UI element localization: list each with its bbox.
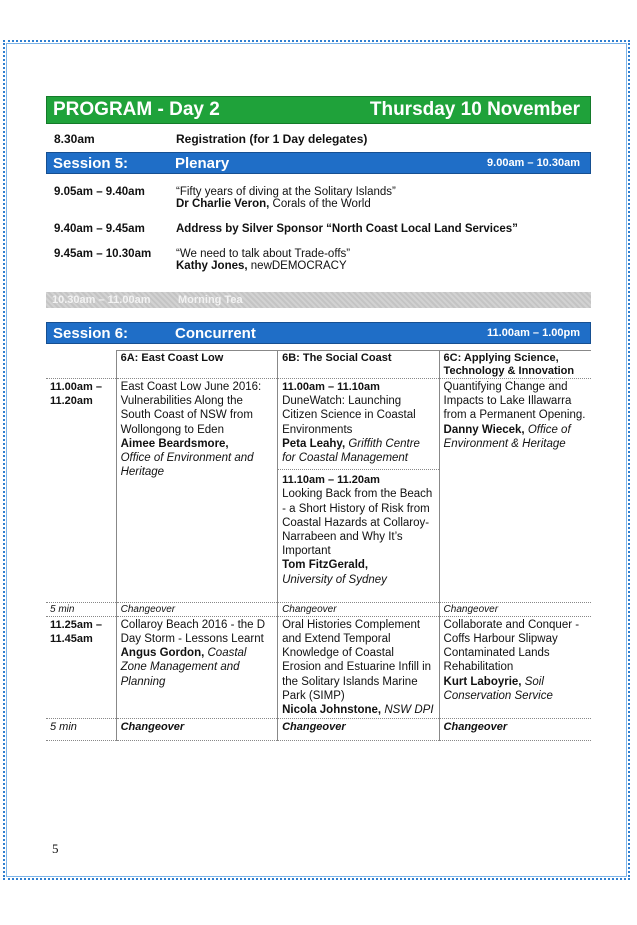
session6-bar (46, 322, 591, 344)
changeover-label: Changeover (278, 602, 439, 616)
plenary-speaker: Kathy Jones, (176, 260, 248, 272)
changeover-duration: 5 min (46, 602, 116, 616)
registration-time: 8.30am (54, 132, 95, 146)
changeover-label: Changeover (278, 719, 439, 741)
talk-title: East Coast Low June 2016: Vulnerabilities Along the South Coast of NSW from Wollongong to Eden (120, 381, 262, 436)
session6-number: Session 6: (53, 324, 129, 342)
talk-title: Oral Histories Complement and Extend Temporal Knowledge of Coastal Erosion and Estuarine Infill in the Solitary Islands Marine Park (SIMP) (282, 618, 432, 702)
registration-row (54, 132, 591, 150)
talk-organisation: Office of Environment & Heritage (443, 423, 571, 450)
header-time (46, 351, 116, 379)
plenary-title: “We need to talk about Trade-offs” (176, 248, 351, 260)
talk-title: Looking Back from the Beach - a Short History of Risk from Coastal Hazards at Collaroy-Narrabeen and Why It’s Important (282, 488, 433, 558)
table-header-row (46, 351, 591, 379)
talk-title: Collaborate and Conquer - Coffs Harbour Slipway Contaminated Lands Rehabilitation (443, 618, 580, 674)
page-number: 5 (52, 841, 59, 856)
plenary-time: 9.05am – 9.40am (54, 186, 145, 198)
changeover-label: Changeover (116, 719, 277, 741)
talk-author: Kurt Laboyrie, (443, 675, 522, 688)
talk-author: Peta Leahy, (282, 437, 346, 450)
sub-slot-time: 11.00am – 11.10am (282, 381, 380, 393)
header-6a: 6A: East Coast Low (116, 351, 277, 379)
slot2-time: 11.25am – 11.45am (46, 616, 116, 718)
program-date: Thursday 10 November (369, 99, 580, 120)
talk-author: Angus Gordon, (120, 647, 205, 660)
plenary-title: Address by Silver Sponsor “North Coast Local Land Services” (176, 223, 518, 235)
talk-title: Collaroy Beach 2016 - the D Day Storm - Lessons Learnt (120, 618, 266, 646)
talk-organisation: Office of Environment and Heritage (120, 452, 254, 479)
concurrent-sessions-table (46, 350, 591, 741)
plenary-item-2 (54, 223, 591, 235)
header-6c: 6C: Applying Science, Technology & Innovation (439, 351, 591, 379)
slot1-6a (116, 379, 277, 603)
changeover-duration: 5 min (46, 719, 116, 741)
changeover-label: Changeover (116, 602, 277, 616)
session5-time: 9.00am – 10.30am (487, 157, 580, 169)
talk-author: Tom FitzGerald, (282, 559, 369, 572)
talk-organisation: Griffith Centre for Coastal Management (282, 437, 420, 465)
day-header (46, 96, 591, 124)
talk-author: Aimee Beardsmore, (120, 437, 229, 450)
changeover-label: Changeover (439, 602, 591, 616)
session5-number: Session 5: (53, 154, 129, 172)
header-6b: 6B: The Social Coast (278, 351, 439, 379)
talk-author: Danny Wiecek, (443, 423, 525, 436)
talk-organisation: University of Sydney (282, 573, 387, 586)
plenary-time: 9.40am – 9.45am (54, 223, 145, 235)
sub-slot-time: 11.10am – 11.20am (282, 474, 380, 487)
session6-type: Concurrent (175, 324, 256, 342)
plenary-item-1 (54, 186, 591, 210)
plenary-affiliation: Corals of the World (269, 198, 371, 210)
talk-organisation: NSW DPI (384, 704, 434, 717)
registration-text: Registration (for 1 Day delegates) (176, 132, 368, 146)
session6-time: 11.00am – 1.00pm (487, 327, 580, 339)
talk-author: Nicola Johnstone, (282, 704, 382, 717)
session5-bar (46, 152, 591, 174)
session5-type: Plenary (175, 154, 230, 172)
changeover-row (46, 602, 591, 616)
talk-title: Quantifying Change and Impacts to Lake Illawarra from a Permanent Opening. (443, 381, 586, 422)
plenary-affiliation: newDEMOCRACY (247, 260, 347, 272)
slot1-6b (278, 379, 439, 603)
plenary-speaker: Dr Charlie Veron, (176, 198, 270, 210)
table-row (46, 379, 591, 603)
morning-tea-bar (46, 292, 591, 308)
talk-organisation: Coastal Zone Management and Planning (120, 647, 247, 688)
plenary-title: “Fifty years of diving at the Solitary Islands” (176, 186, 396, 198)
table-row (46, 616, 591, 718)
sub-slot (278, 469, 438, 601)
slot1-6c (439, 379, 591, 603)
program-content (46, 96, 591, 741)
plenary-time: 9.45am – 10.30am (54, 248, 152, 260)
program-title: PROGRAM - Day 2 (53, 99, 220, 120)
slot2-6c (439, 616, 591, 718)
changeover-label: Changeover (439, 719, 591, 741)
talk-organisation: Soil Conservation Service (443, 675, 553, 702)
plenary-item-3 (54, 248, 591, 272)
changeover-row (46, 719, 591, 741)
talk-title: DuneWatch: Launching Citizen Science in Coastal Environments (282, 395, 416, 436)
slot1-time: 11.00am – 11.20am (46, 379, 116, 603)
slot2-6b (278, 616, 439, 718)
morning-tea-label: Morning Tea (178, 294, 243, 306)
slot2-6a (116, 616, 277, 718)
morning-tea-time: 10.30am – 11.00am (52, 294, 151, 306)
